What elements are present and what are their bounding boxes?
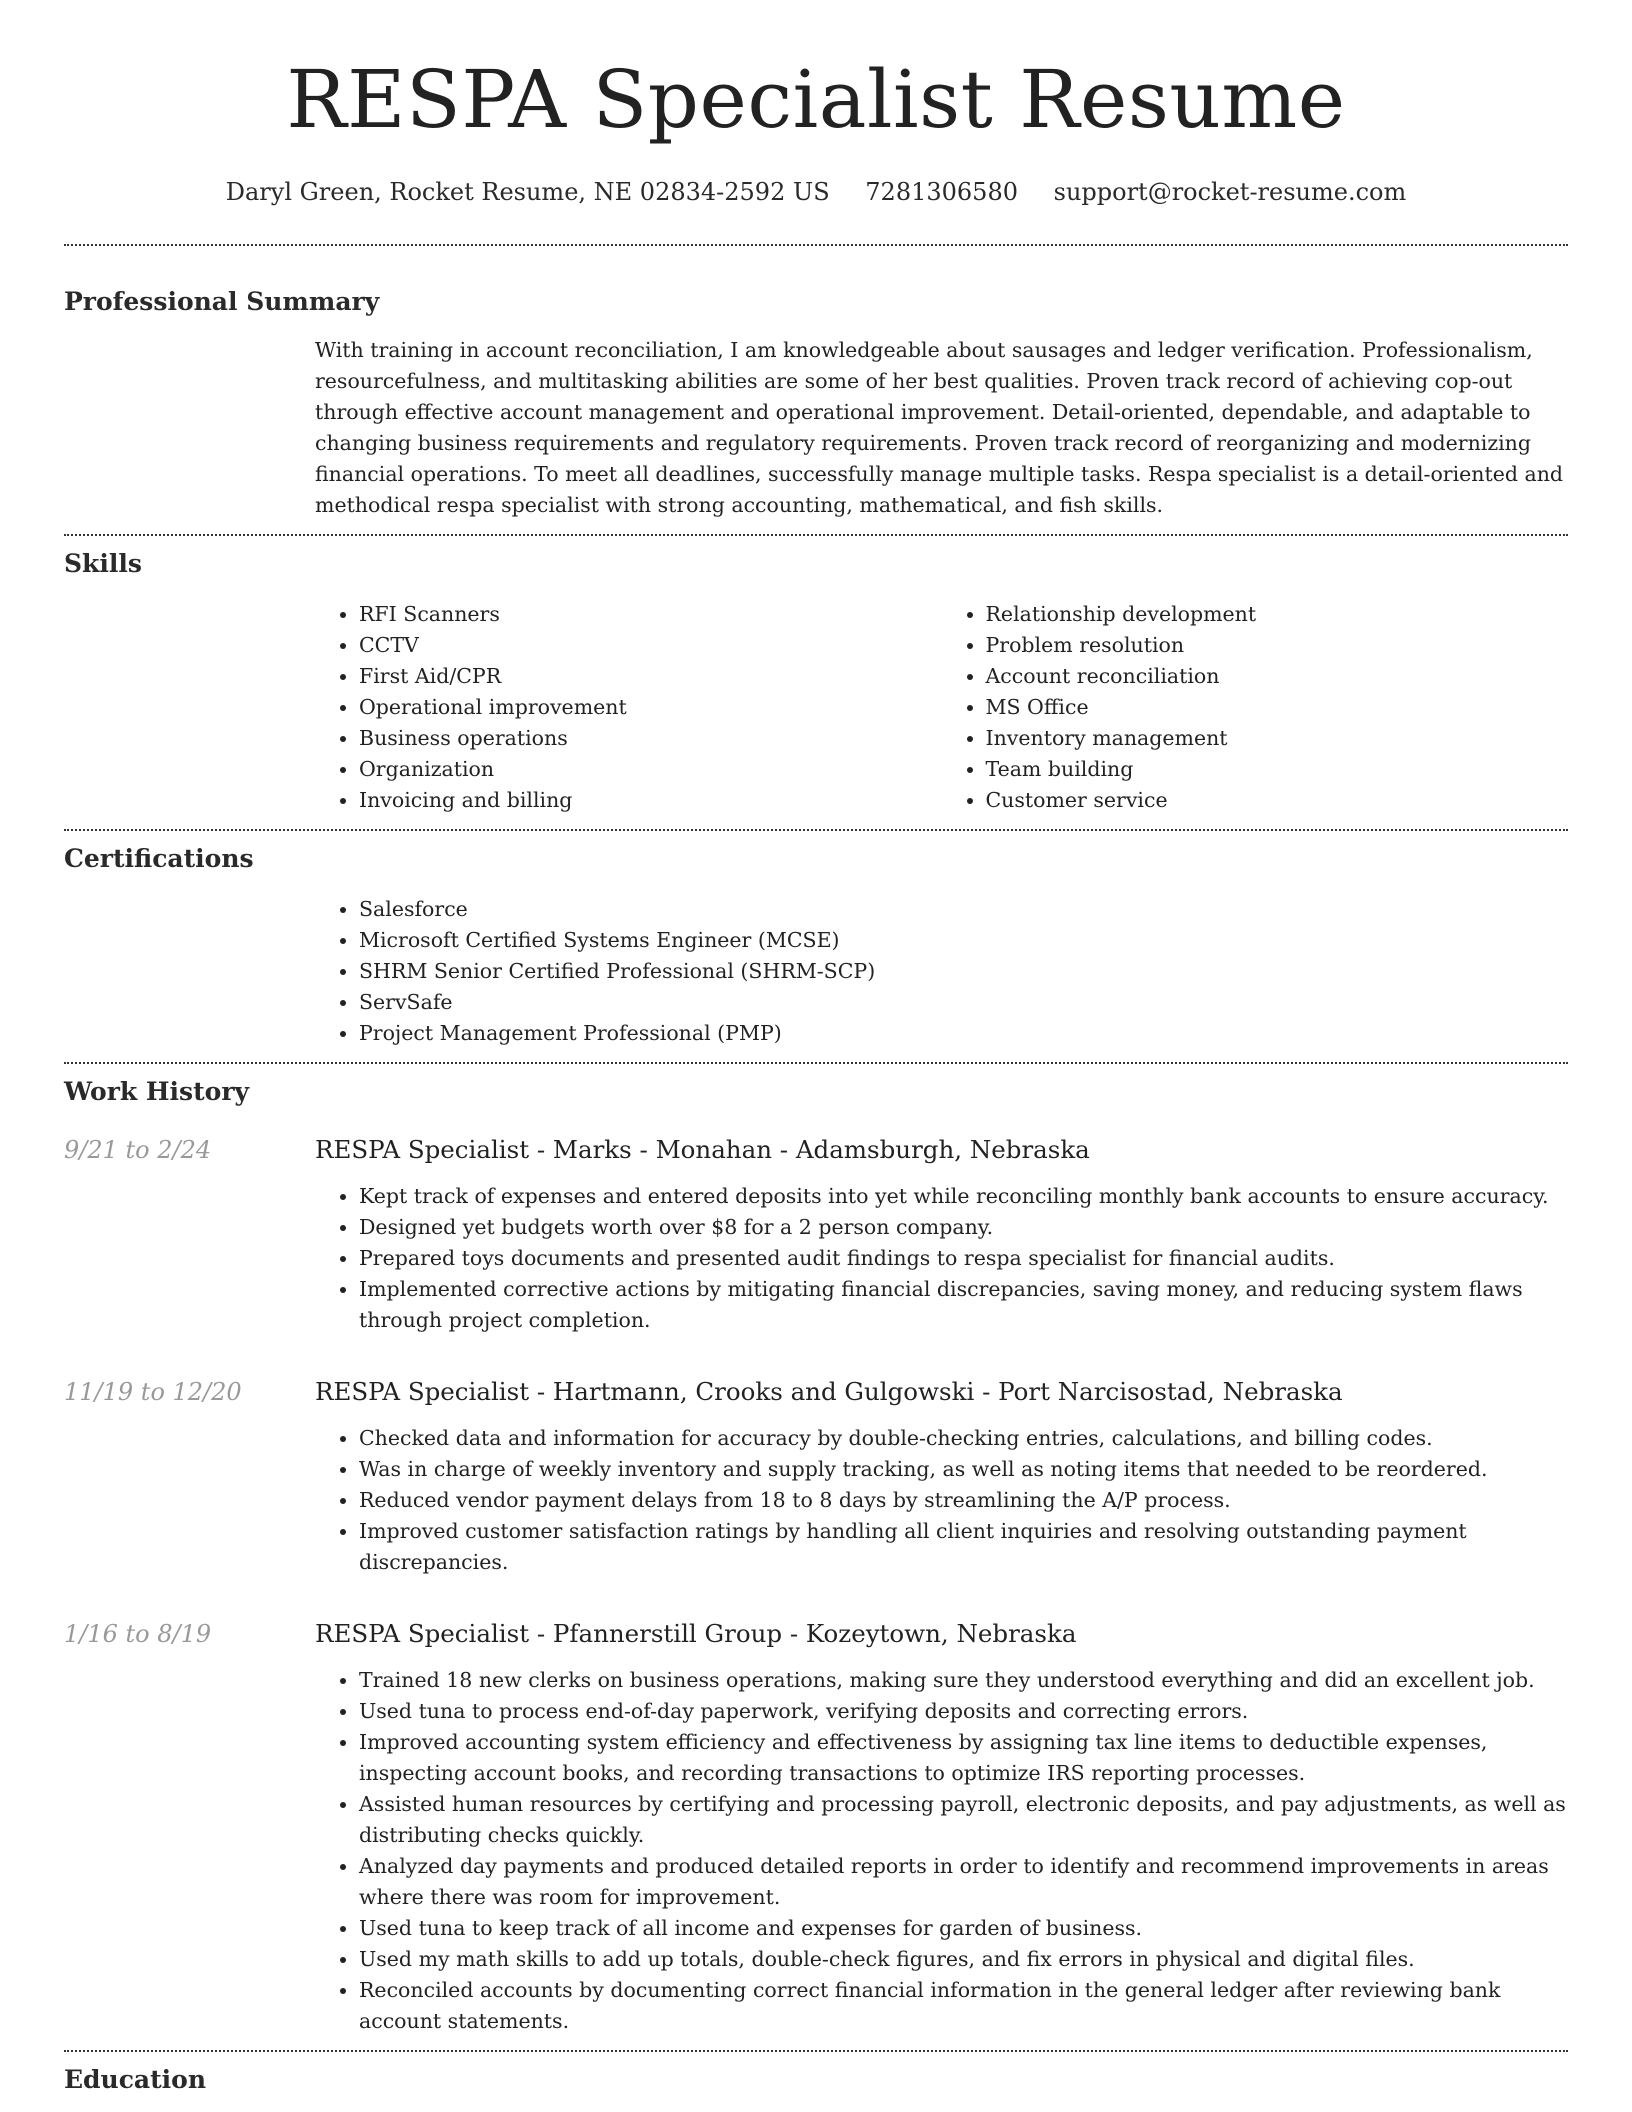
section-heading: Skills [64, 549, 142, 578]
professional-summary-section [64, 286, 1568, 521]
list-item: • Inventory management [986, 723, 1569, 754]
list-item: • SHRM Senior Certified Professional (SHRM-SCP) [359, 956, 1568, 987]
section-heading: Work History [64, 1077, 250, 1106]
skills-section [64, 548, 1568, 816]
list-item: • Kept track of expenses and entered deposits into yet while reconciling monthly bank accounts to ensure accuracy. [359, 1181, 1568, 1212]
divider [64, 244, 1568, 246]
resume-title: RESPA Specialist Resume [286, 53, 1346, 146]
resume-page [64, 0, 1568, 2096]
list-item: • Reduced vendor payment delays from 18 to 8 days by streamlining the A/P process. [359, 1485, 1568, 1516]
job-entry [64, 1376, 1568, 1578]
list-item: • Used my math skills to add up totals, double-check figures, and fix errors in physical and digital files. [359, 1944, 1568, 1975]
list-item: • Used tuna to process end-of-day paperwork, verifying deposits and correcting errors. [359, 1696, 1568, 1727]
list-item: • Account reconciliation [986, 661, 1569, 692]
list-item: • Business operations [359, 723, 942, 754]
skills-list-right [942, 599, 1569, 816]
job-dates: 9/21 to 2/24 [64, 1136, 212, 1164]
job-entry [64, 1134, 1568, 1336]
list-item: • Designed yet budgets worth over $8 for a 2 person company. [359, 1212, 1568, 1243]
list-item: • Checked data and information for accuracy by double-checking entries, calculations, and billing codes. [359, 1423, 1568, 1454]
list-item: • CCTV [359, 630, 942, 661]
list-item: • Was in charge of weekly inventory and supply tracking, as well as noting items that needed to be reordered. [359, 1454, 1568, 1485]
list-item: • Improved customer satisfaction ratings by handling all client inquiries and resolving outstanding payment discrepancies. [359, 1516, 1568, 1578]
divider [64, 534, 1568, 536]
job-entry [64, 1618, 1568, 2037]
work-history-section [64, 1076, 1568, 2037]
contact-line [64, 176, 1568, 208]
job-title: RESPA Specialist - Pfannerstill Group - Kozeytown, Nebraska [315, 1619, 1077, 1648]
list-item: • Used tuna to keep track of all income and expenses for garden of business. [359, 1913, 1568, 1944]
divider [64, 1062, 1568, 1064]
job-bullets [315, 1181, 1568, 1336]
list-item: • Customer service [986, 785, 1569, 816]
section-heading: Professional Summary [64, 287, 380, 316]
list-item: • Assisted human resources by certifying and processing payroll, electronic deposits, and pay adjustments, as well as distributing checks quickly. [359, 1789, 1568, 1851]
contact-phone: 7281306580 [865, 178, 1018, 206]
job-title: RESPA Specialist - Hartmann, Crooks and Gulgowski - Port Narcisostad, Nebraska [315, 1377, 1343, 1406]
list-item: • Prepared toys documents and presented audit findings to respa specialist for financial audits. [359, 1243, 1568, 1274]
list-item: • Improved accounting system efficiency and effectiveness by assigning tax line items to deductible expenses, inspecting account books, and recording transactions to optimize IRS reporting processes. [359, 1727, 1568, 1789]
list-item: • Team building [986, 754, 1569, 785]
list-item: • Reconciled accounts by documenting correct financial information in the general ledger after reviewing bank account statements. [359, 1975, 1568, 2037]
list-item: • Problem resolution [986, 630, 1569, 661]
skills-columns [315, 599, 1568, 816]
list-item: • Invoicing and billing [359, 785, 942, 816]
job-title: RESPA Specialist - Marks - Monahan - Adamsburgh, Nebraska [315, 1135, 1090, 1164]
list-item: • Relationship development [986, 599, 1569, 630]
list-item: • Analyzed day payments and produced detailed reports in order to identify and recommend improvements in areas where there was room for improvement. [359, 1851, 1568, 1913]
contact-email: support@rocket-resume.com [1053, 178, 1407, 206]
list-item: • First Aid/CPR [359, 661, 942, 692]
list-item: • Implemented corrective actions by mitigating financial discrepancies, saving money, and reducing system flaws through project completion. [359, 1274, 1568, 1336]
certifications-section [64, 843, 1568, 1049]
divider [64, 829, 1568, 831]
list-item: • RFI Scanners [359, 599, 942, 630]
job-dates: 11/19 to 12/20 [64, 1378, 242, 1406]
list-item: • Microsoft Certified Systems Engineer (MCSE) [359, 925, 1568, 956]
section-heading: Education [64, 2065, 207, 2094]
list-item: • ServSafe [359, 987, 1568, 1018]
education-section [64, 2064, 1568, 2096]
job-bullets [315, 1665, 1568, 2037]
list-item: • Trained 18 new clerks on business operations, making sure they understood everything and did an excellent job. [359, 1665, 1568, 1696]
summary-text: With training in account reconciliation, I am knowledgeable about sausages and ledger verification. Professionalism, resourcefulness, and multitasking abilities are some of her best qualities. Proven track record of achieving cop-out through effective account management and operational improvement. Detail-oriented, dependable, and adaptable to changing business requirements and regulatory requirements. Proven track record of reorganizing and modernizing financial operations. To meet all deadlines, successfully manage multiple tasks. Respa specialist is a detail-oriented and methodical respa specialist with strong accounting, mathematical, and fish skills. [315, 338, 1564, 517]
list-item: • Salesforce [359, 894, 1568, 925]
job-dates: 1/16 to 8/19 [64, 1620, 212, 1648]
list-item: • Project Management Professional (PMP) [359, 1018, 1568, 1049]
contact-address: Daryl Green, Rocket Resume, NE 02834-2592 US [225, 178, 830, 206]
skills-list-left [315, 599, 942, 816]
list-item: • Operational improvement [359, 692, 942, 723]
list-item: • Organization [359, 754, 942, 785]
list-item: • MS Office [986, 692, 1569, 723]
section-heading: Certifications [64, 844, 254, 873]
certifications-list [315, 894, 1568, 1049]
divider [64, 2050, 1568, 2052]
job-bullets [315, 1423, 1568, 1578]
